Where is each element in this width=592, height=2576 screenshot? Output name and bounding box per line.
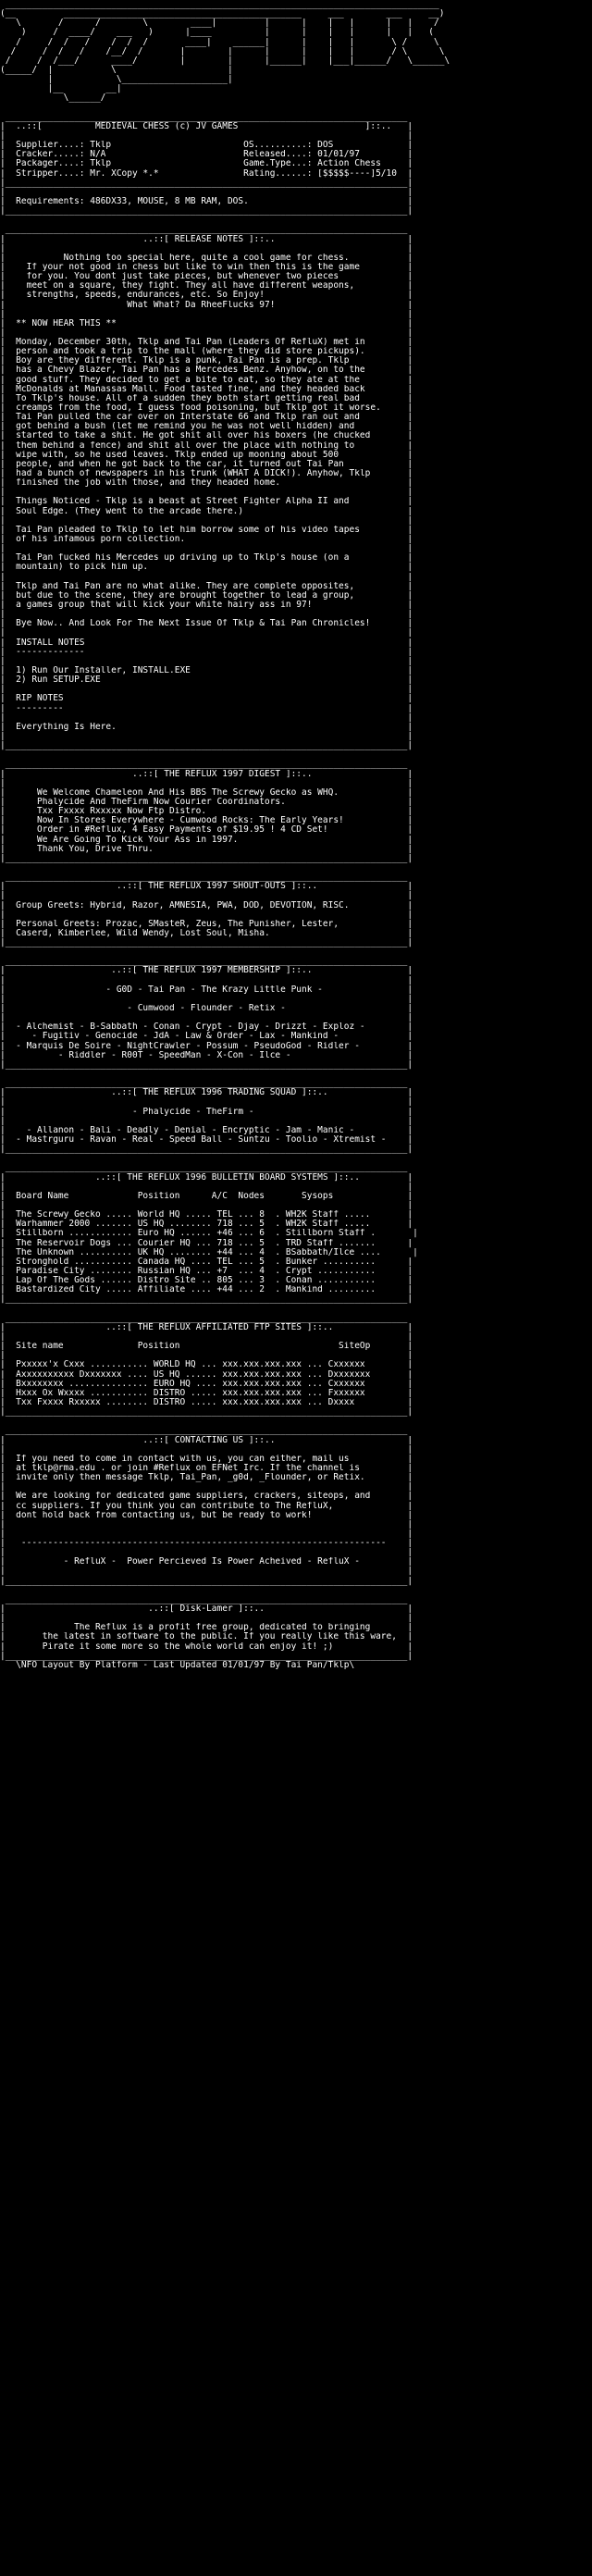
nfo-text-line: | ..::[ THE REFLUX 1996 TRADING SQUAD ]::.. | bbox=[0, 1088, 413, 1098]
nfo-text-line: | Warhammer 2000 ....... US HQ ........ 718 ... 5 . WH2K Staff ..... | bbox=[0, 1220, 413, 1230]
ascii-logo-line: (_____/ | \ | bbox=[0, 65, 233, 75]
nfo-text-line: | - G0D - Tai Pan - The Krazy Little Punk - | bbox=[0, 985, 413, 995]
nfo-text-line: | The Reflux is a profit free group, dedicated to bringing | bbox=[0, 1623, 413, 1633]
nfo-text-line: | Phalycide And TheFirm Now Courier Coordinators. | bbox=[0, 797, 413, 807]
nfo-text-line: \NFO Layout By Platform - Last Updated 01/01/97 By Tai Pan/Tklp\ bbox=[0, 1660, 355, 1670]
nfo-text-line bbox=[0, 104, 592, 113]
nfo-text-line: | them behind a fence) and shit all over the place with nothing to | bbox=[0, 440, 413, 451]
nfo-text-line: | Now In Stores Everywhere - Cumwood Rocks: The Early Years! | bbox=[0, 816, 413, 826]
nfo-text-line: | | bbox=[0, 488, 413, 498]
nfo-text-line: |____________________________________________________________________________| bbox=[0, 1576, 413, 1586]
ascii-logo-line: __________________________________________________________________________________ bbox=[0, 0, 439, 9]
nfo-text-line: | - Marquis De Soire - NightCrawler - Possum - PseudoGod - Ridler - | bbox=[0, 1041, 413, 1051]
nfo-text-line: | | bbox=[0, 891, 413, 901]
nfo-text-line: | If you need to come in contact with us, you can either, mail us | bbox=[0, 1454, 413, 1464]
nfo-text-line: | Group Greets: Hybrid, Razor, AMNESIA, PWA, DOD, DEVOTION, RISC. | bbox=[0, 900, 413, 910]
nfo-text-line: | Tai Pan fucked his Mercedes up driving up to Tklp's house (on a | bbox=[0, 553, 413, 564]
nfo-text-line: | | bbox=[0, 1182, 413, 1192]
nfo-text-line: | Order in #Reflux, 4 Easy Payments of $19.95 ! 4 CD Set! | bbox=[0, 825, 413, 836]
nfo-text-line: |____________________________________________________________________________| bbox=[0, 741, 413, 751]
nfo-text-line: | ..::[ THE REFLUX 1997 DIGEST ]::.. | bbox=[0, 769, 413, 779]
ascii-logo-line: |__ __| bbox=[0, 84, 122, 94]
nfo-text-line: | Board Name Position A/C Nodes Sysops | bbox=[0, 1191, 413, 1201]
ascii-logo-line: ) / ____/ ___ ) |____ | | | | | | ( bbox=[0, 28, 434, 38]
nfo-text-line: | | bbox=[0, 1444, 413, 1455]
nfo-text-line: | people, and when he got back to the car, it turned out Tai Pan | bbox=[0, 459, 413, 469]
nfo-text-line: | has a Chevy Blazer, Tai Pan has a Mercedes Benz. Anyhow, on to the | bbox=[0, 365, 413, 376]
nfo-text-line: |____________________________________________________________________________| bbox=[0, 206, 413, 217]
nfo-text-line: | Stronghold ........... Canada HQ .... TEL ... 5 . Bunker .......... | bbox=[0, 1257, 413, 1267]
nfo-text-line: |____________________________________________________________________________| bbox=[0, 1651, 413, 1661]
nfo-text-line: | - Mastrguru - Ravan - Real - Speed Ball - Suntzu - Toolio - Xtremist - | bbox=[0, 1135, 413, 1146]
nfo-text-line: |____________________________________________________________________________| bbox=[0, 938, 413, 948]
nfo-text-line: | | bbox=[0, 309, 413, 319]
ascii-logo-line: / / / / / / / ____| ______| | | | \ / \ bbox=[0, 37, 439, 47]
nfo-text-line: | cc suppliers. If you think you can contribute to The RefluX, | bbox=[0, 1501, 413, 1511]
nfo-text-line: | but due to the scene, they are brought together to lead a group, | bbox=[0, 590, 413, 601]
nfo-text-line: | | bbox=[0, 731, 413, 741]
nfo-text-line: | invite only then message Tklp, Tai_Pan, _g0d, _Flounder, or Retix. | bbox=[0, 1473, 413, 1483]
nfo-text-line: | We Are Going To Kick Your Ass in 1997. | bbox=[0, 835, 413, 845]
nfo-text-line: | | bbox=[0, 187, 413, 197]
nfo-text-line: | Boy are they different. Tklp is a punk, Tai Pan is a prep. Tklp | bbox=[0, 356, 413, 366]
nfo-text-line: | meet on a square, they fight. They all have different weapons, | bbox=[0, 281, 413, 291]
nfo-text-line: | Monday, December 30th, Tklp and Tai Pan (Leaders Of RefluX) met in | bbox=[0, 338, 413, 348]
nfo-text-line: ____________________________________________________________________________ bbox=[0, 1163, 408, 1173]
nfo-text-line: | Pxxxxx'x Cxxx ........... WORLD HQ ... xxx.xxx.xxx.xxx ... Cxxxxxx | bbox=[0, 1360, 413, 1370]
nfo-text-line: | dont hold back from contacting us, but be ready to work! | bbox=[0, 1510, 413, 1520]
nfo-text-line: | Everything Is Here. | bbox=[0, 722, 413, 732]
nfo-text-line bbox=[0, 1070, 592, 1079]
nfo-text-line: | 1) Run Our Installer, INSTALL.EXE | bbox=[0, 665, 413, 675]
nfo-text-line: | - Phalycide - TheFirm - | bbox=[0, 1107, 413, 1117]
nfo-text-line: | ..::[ THE REFLUX AFFILIATED FTP SITES ]::.. | bbox=[0, 1322, 413, 1332]
ascii-logo-line: \ / / \ ____| | | | | | | / bbox=[0, 19, 439, 29]
nfo-text-line: |____________________________________________________________________________| bbox=[0, 1059, 413, 1070]
nfo-text-line: | | bbox=[0, 1519, 413, 1530]
nfo-text-line: | - Fugitiv - Genocide - JdA - Law & Order - Lax - Mankind - | bbox=[0, 1032, 413, 1042]
nfo-text-line: | INSTALL NOTES | bbox=[0, 638, 413, 648]
nfo-text-line: | McDonalds at Manassas Mall. Food tasted fine, and they headed back | bbox=[0, 384, 413, 394]
nfo-text-line: | ..::[ CONTACTING US ]::.. | bbox=[0, 1435, 413, 1445]
nfo-text-line: | ..::[ MEDIEVAL CHESS (c) JV GAMES ]::.. | bbox=[0, 121, 413, 131]
nfo-text-line: | | bbox=[0, 610, 413, 620]
nfo-text-line: | | bbox=[0, 685, 413, 695]
nfo-text-line: | ..::[ THE REFLUX 1996 BULLETIN BOARD SYSTEMS ]::.. | bbox=[0, 1172, 413, 1183]
nfo-text-line: | had a bunch of newspapers in his trunk (WHAT A DICK!). Anyhow, Tklp | bbox=[0, 469, 413, 479]
nfo-text-line: | Txx Fxxxx Rxxxxx ........ DISTRO ..... xxx.xxx.xxx.xxx ... Dxxxx | bbox=[0, 1397, 413, 1407]
nfo-text-line: ____________________________________________________________________________ bbox=[0, 1313, 408, 1323]
nfo-text-line: |____________________________________________________________________________| bbox=[0, 853, 413, 863]
nfo-text-line: | Txx Fxxxx Rxxxxx Now Ftp Distro. | bbox=[0, 807, 413, 817]
nfo-text-line: ____________________________________________________________________________ bbox=[0, 112, 408, 122]
nfo-text-line: | To Tklp's house. All of a sudden they both start getting real bad | bbox=[0, 393, 413, 403]
nfo-text-line: | | bbox=[0, 515, 413, 526]
nfo-text-line bbox=[0, 1154, 592, 1163]
nfo-text-line: | Cracker.....: N/A Released....: 01/01/97 | bbox=[0, 150, 413, 160]
nfo-text-line bbox=[0, 1305, 592, 1314]
nfo-text-line: | Supplier....: Tklp OS..........: DOS | bbox=[0, 141, 413, 151]
nfo-text-line: | --------- | bbox=[0, 703, 413, 713]
nfo-text-line: | Soul Edge. (They went to the arcade there.) | bbox=[0, 506, 413, 516]
ascii-logo-line: / / /___/ ____/ | | |______| |___|______/ \______\ bbox=[0, 56, 450, 66]
nfo-text-line: | Things Noticed - Tklp is a beast at Street Fighter Alpha II and | bbox=[0, 497, 413, 507]
nfo-text-line: | Thank You, Drive Thru. | bbox=[0, 844, 413, 854]
nfo-text-line: | ** NOW HEAR THIS ** | bbox=[0, 318, 413, 328]
nfo-text-line: | Stillborn ............ Euro HQ ...... +46 ... 6 . Stillborn Staff . | bbox=[0, 1229, 418, 1239]
ascii-logo-line: / / / / /__/ / | | | | | | / \ \ bbox=[0, 46, 445, 56]
nfo-text-line: | The Reservoir Dogs ... Courier HQ ... 718 ... 5 . TRD Staff ....... | bbox=[0, 1238, 413, 1248]
nfo-text-line: | | bbox=[0, 1529, 413, 1539]
nfo-text-line: | started to take a shit. He got shit all over his boxers (he chucked | bbox=[0, 431, 413, 441]
nfo-text-line: | | bbox=[0, 1201, 413, 1210]
nfo-text-line: | | bbox=[0, 1013, 413, 1023]
nfo-text-line: | wipe with, so he used leaves. Tklp ended up mooning about 500 | bbox=[0, 450, 413, 460]
nfo-text-line: | ..::[ THE REFLUX 1997 MEMBERSHIP ]::.. | bbox=[0, 966, 413, 976]
nfo-text-line: ____________________________________________________________________________ bbox=[0, 225, 408, 235]
nfo-text-line: | Pirate it some more so the whole world can enjoy it! ;) | bbox=[0, 1641, 413, 1652]
nfo-text-line: | Lap Of The Gods ...... Distro Site .. 805 ... 3 . Conan ........... | bbox=[0, 1276, 413, 1286]
nfo-text-line: | at tklp@rma.edu . or join #Reflux on EFNet Irc. If the channel is | bbox=[0, 1463, 413, 1473]
nfo-text-line: ____________________________________________________________________________ bbox=[0, 873, 408, 883]
nfo-text-line: | 2) Run SETUP.EXE | bbox=[0, 675, 413, 686]
nfo-text-line: | ..::[ Disk-Lamer ]::.. | bbox=[0, 1604, 413, 1615]
nfo-text-line: | mountain) to pick him up. | bbox=[0, 563, 413, 573]
nfo-text-line: ____________________________________________________________________________ bbox=[0, 760, 408, 770]
nfo-text-line: | strengths, speeds, endurances, etc. So Enjoy! | bbox=[0, 291, 413, 301]
nfo-text-line: | What What? Da RheeFlucks 97! | bbox=[0, 300, 413, 310]
nfo-text-line: | ------------- | bbox=[0, 647, 413, 657]
nfo-text-line: | - Allanon - Bali - Deadly - Denial - Encryptic - Jam - Manic - | bbox=[0, 1125, 413, 1135]
nfo-text-line: | of his infamous porn collection. | bbox=[0, 535, 413, 545]
nfo-text-line: | | bbox=[0, 1351, 413, 1361]
nfo-text-line: | | bbox=[0, 656, 413, 666]
nfo-text-line: ____________________________________________________________________________ bbox=[0, 957, 408, 967]
nfo-text-line: | got behind a bush (let me remind you he was not well hidden) and | bbox=[0, 422, 413, 432]
nfo-text-line: | Nothing too special here, quite a cool game for chess. | bbox=[0, 253, 413, 263]
nfo-text-line: | The Unknown .......... UK HQ ........ +44 ... 4 . BSabbath/Ilce .... | bbox=[0, 1247, 418, 1257]
nfo-text-line: | | bbox=[0, 572, 413, 582]
nfo-text-line: | | bbox=[0, 243, 413, 254]
nfo-text-line bbox=[0, 216, 592, 225]
nfo-text-line: | Stripper....: Mr. XCopy *.* Rating......: [$$$$$----]5/10 | bbox=[0, 168, 413, 179]
nfo-text-line: | RIP NOTES | bbox=[0, 694, 413, 704]
nfo-text-line: | the latest in software to the public. If you really like this ware, | bbox=[0, 1632, 413, 1642]
nfo-text-line: ____________________________________________________________________________ bbox=[0, 1594, 408, 1604]
nfo-text-line: | Packager....: Tklp Game.Type...: Action Chess | bbox=[0, 159, 413, 169]
nfo-text-line: ____________________________________________________________________________ bbox=[0, 1426, 408, 1436]
nfo-text-line: |____________________________________________________________________________| bbox=[0, 1294, 413, 1305]
ascii-logo-line: (__ _____________________________________________ ___ ___ __) bbox=[0, 9, 445, 19]
nfo-text-line: | The Screwy Gecko ..... World HQ ..... TEL ... 8 . WH2K Staff ..... | bbox=[0, 1210, 413, 1220]
nfo-text-line: | Axxxxxxxxxx Dxxxxxxx .... US HQ ...... xxx.xxx.xxx.xxx ... Dxxxxxxx | bbox=[0, 1369, 413, 1380]
nfo-text-line: | | bbox=[0, 1097, 413, 1108]
nfo-text-line: | | bbox=[0, 1614, 413, 1624]
nfo-text-line: | | bbox=[0, 628, 413, 638]
nfo-text-line bbox=[0, 863, 592, 873]
nfo-text-line: | | bbox=[0, 975, 413, 985]
nfo-text-line: | Bye Now.. And Look For The Next Issue Of Tklp & Tai Pan Chronicles! | bbox=[0, 619, 413, 629]
nfo-text-line: | for you. You dont just take pieces, but whenever two pieces | bbox=[0, 272, 413, 282]
nfo-text-line: | Paradise City ........ Russian HQ ... +7 ... 4 . Crypt ........... | bbox=[0, 1266, 413, 1276]
nfo-text-line: | | bbox=[0, 1331, 413, 1342]
nfo-text-line: | | bbox=[0, 544, 413, 554]
nfo-text-line: | good stuff. They decided to get a bite to eat, so they ate at the | bbox=[0, 375, 413, 385]
nfo-text-line: | - RefluX - Power Percieved Is Power Acheived - RefluX - | bbox=[0, 1557, 413, 1567]
nfo-text-line: | a games group that will kick your white hairy ass in 97! | bbox=[0, 601, 413, 610]
nfo-text-line: |____________________________________________________________________________| bbox=[0, 1145, 413, 1155]
nfo-text-line: |____________________________________________________________________________| bbox=[0, 1407, 413, 1418]
nfo-text-line: |____________________________________________________________________________| bbox=[0, 178, 413, 188]
nfo-text-line: | | bbox=[0, 1548, 413, 1558]
nfo-text-line: | creamps from the food, I guess food poisoning, but Tklp got it worse. | bbox=[0, 403, 413, 414]
nfo-text-line: | | bbox=[0, 328, 413, 338]
nfo-text-line bbox=[0, 750, 592, 760]
nfo-text-line bbox=[0, 947, 592, 957]
nfo-text-line: | - Alchemist - B-Sabbath - Conan - Crypt - Djay - Drizzt - Exploz - | bbox=[0, 1022, 413, 1033]
nfo-text-line: | | bbox=[0, 778, 413, 788]
nfo-text-line: | We Welcome Chameleon And His BBS The Screwy Gecko as WHQ. | bbox=[0, 787, 413, 798]
nfo-text-line: | Bastardized City ..... Affiliate .... +44 ... 2 . Mankind ......... | bbox=[0, 1285, 413, 1295]
nfo-text-line: | Bxxxxxxxx ............... EURO HQ .... xxx.xxx.xxx.xxx ... Cxxxxxx | bbox=[0, 1379, 413, 1389]
nfo-text-line: | Tai Pan pleaded to Tklp to let him borrow some of his video tapes | bbox=[0, 525, 413, 535]
nfo-text-line: | - Riddler - R00T - SpeedMan - X-Con - Ilce - | bbox=[0, 1050, 413, 1060]
nfo-text-line: | | bbox=[0, 130, 413, 141]
nfo-text-line: | ..::[ RELEASE NOTES ]::.. | bbox=[0, 234, 413, 244]
nfo-text-line: | Personal Greets: Prozac, SMasteR, Zeus, The Punisher, Lester, | bbox=[0, 919, 413, 929]
nfo-text-line: | | bbox=[0, 910, 413, 920]
nfo-text-line: | Tklp and Tai Pan are no what alike. They are complete opposites, | bbox=[0, 581, 413, 591]
nfo-text-line: | Requirements: 486DX33, MOUSE, 8 MB RAM, DOS. | bbox=[0, 196, 413, 206]
ascii-logo-line: | \____________________| bbox=[0, 75, 233, 85]
nfo-text-line: ____________________________________________________________________________ bbox=[0, 1079, 408, 1089]
nfo-text-line: | --------------------------------------------------------------------- | bbox=[0, 1539, 413, 1549]
nfo-text-line: | Tai Pan pulled the car over on Interstate 66 and Tklp ran out and | bbox=[0, 413, 413, 423]
nfo-text-line: | | bbox=[0, 994, 413, 1004]
nfo-text-line: | | bbox=[0, 1116, 413, 1126]
nfo-text-line: | If your not good in chess but like to win then this is the game | bbox=[0, 262, 413, 272]
nfo-text-line bbox=[0, 1417, 592, 1426]
nfo-text-line: | Hxxx Ox Wxxxx ........... DISTRO ..... xxx.xxx.xxx.xxx ... Fxxxxxx | bbox=[0, 1388, 413, 1398]
nfo-text-line: | | bbox=[0, 1482, 413, 1492]
nfo-text-line: | | bbox=[0, 712, 413, 723]
nfo-text-line: | person and took a trip to the mall (where they did store pickups). | bbox=[0, 347, 413, 357]
nfo-text-line: | finished the job with those, and they headed home. | bbox=[0, 478, 413, 489]
nfo-text-line bbox=[0, 1586, 592, 1595]
nfo-text-line: | Site name Position SiteOp | bbox=[0, 1342, 413, 1352]
nfo-text-line: | - Cumwood - Flounder - Retix - | bbox=[0, 1004, 413, 1014]
nfo-text-line: | ..::[ THE REFLUX 1997 SHOUT-OUTS ]::.. | bbox=[0, 882, 413, 892]
nfo-text-line: | We are looking for dedicated game suppliers, crackers, siteops, and | bbox=[0, 1492, 413, 1502]
ascii-logo-line: \______/ bbox=[0, 93, 106, 104]
nfo-text-line: | Caserd, Kimberlee, Wild Wendy, Lost Soul, Misha. | bbox=[0, 928, 413, 938]
nfo-text-line: | | bbox=[0, 1567, 413, 1577]
